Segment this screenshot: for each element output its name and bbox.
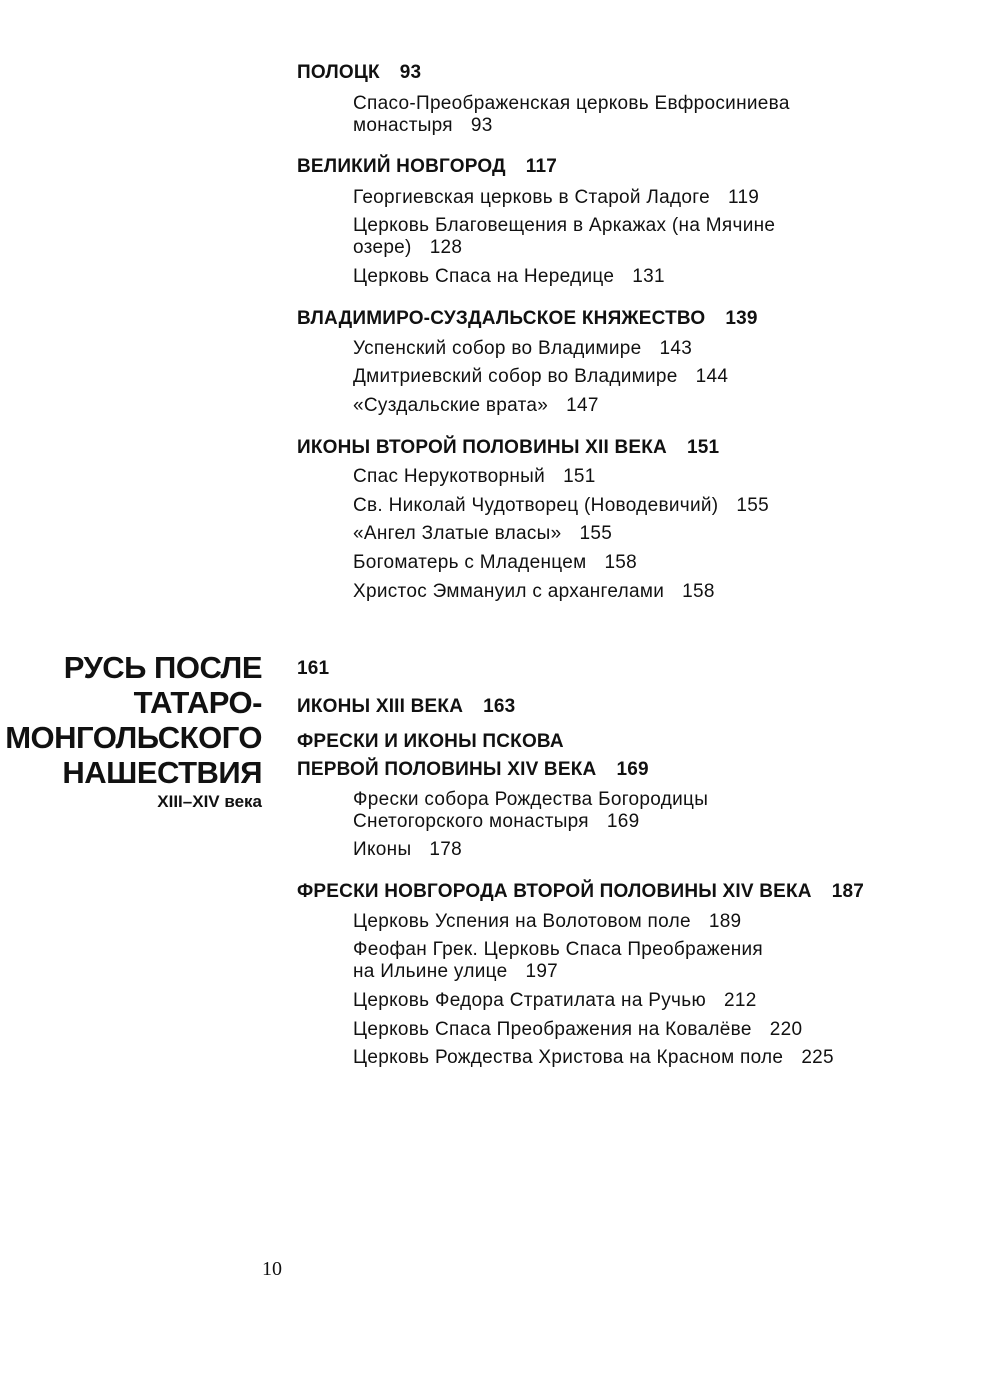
toc-entry-line: Феофан Грек. Церковь Спаса Преображения xyxy=(353,939,763,960)
page-ref: 128 xyxy=(429,237,463,258)
page-ref: 169 xyxy=(616,759,649,780)
section-heading: ФРЕСКИ НОВГОРОДА ВТОРОЙ ПОЛОВИНЫ XIV ВЕКА 187 xyxy=(297,881,865,902)
toc-entry-line: Георгиевская церковь в Старой Ладоге 119 xyxy=(353,187,760,208)
page-ref: 131 xyxy=(632,266,665,287)
page-ref: 189 xyxy=(708,911,742,932)
toc-entry-line: Спас Нерукотворный 151 xyxy=(353,466,596,487)
toc-entry-line: Успенский собор во Владимире 143 xyxy=(353,338,693,359)
toc-entry-line: Церковь Спаса на Нередице 131 xyxy=(353,266,665,287)
toc-entry-line: Церковь Спаса Преображения на Ковалёве 220 xyxy=(353,1019,803,1040)
section-heading: ИКОНЫ XIII ВЕКА 163 xyxy=(297,696,516,717)
page-number: 10 xyxy=(262,1258,282,1280)
part-subtitle: XIII–XIV века xyxy=(157,792,262,811)
section-heading: ВЕЛИКИЙ НОВГОРОД 117 xyxy=(297,156,558,177)
page-ref: 163 xyxy=(483,696,516,717)
page-ref: 93 xyxy=(399,62,422,83)
page-ref: 187 xyxy=(831,881,865,902)
page-ref: 139 xyxy=(725,308,758,329)
part-heading xyxy=(0,650,262,812)
toc-entry-line: Церковь Благовещения в Аркажах (на Мячине xyxy=(353,215,776,236)
part-title-line: НАШЕСТВИЯ xyxy=(62,755,262,790)
toc-entry-line: Христос Эммануил с архангелами 158 xyxy=(353,581,715,602)
section-heading: ФРЕСКИ И ИКОНЫ ПСКОВА xyxy=(297,731,564,752)
page-ref: 144 xyxy=(695,366,729,387)
toc-entry-line: Богоматерь с Младенцем 158 xyxy=(353,552,638,573)
page-ref: 151 xyxy=(686,437,720,458)
page-ref: 155 xyxy=(579,523,613,544)
part-page-ref: 161 xyxy=(297,658,330,679)
section-heading: ПОЛОЦК 93 xyxy=(297,62,422,83)
part-title-line: РУСЬ ПОСЛЕ xyxy=(63,650,262,685)
page-ref: 158 xyxy=(682,581,715,602)
toc-entry-line: Церковь Успения на Волотовом поле 189 xyxy=(353,911,742,932)
toc-entry-line: Снетогорского монастыря 169 xyxy=(353,811,640,832)
toc-entry-line: Св. Николай Чудотворец (Новодевичий) 155 xyxy=(353,495,770,516)
page-ref: 151 xyxy=(563,466,596,487)
toc-entry-line: Иконы 178 xyxy=(353,839,463,860)
page-ref: 197 xyxy=(525,961,559,982)
toc-entry-line: Дмитриевский собор во Владимире 144 xyxy=(353,366,729,387)
section-heading: ПЕРВОЙ ПОЛОВИНЫ XIV ВЕКА 169 xyxy=(297,759,649,780)
page-ref: 143 xyxy=(659,338,693,359)
toc-entry-line: на Ильине улице 197 xyxy=(353,961,559,982)
page-ref: 155 xyxy=(736,495,770,516)
page-ref: 147 xyxy=(566,395,599,416)
page-ref: 169 xyxy=(606,811,640,832)
page-ref: 225 xyxy=(801,1047,834,1068)
toc-entry-line: монастыря 93 xyxy=(353,115,493,136)
page-ref: 212 xyxy=(724,990,757,1011)
section-heading: ВЛАДИМИРО-СУЗДАЛЬСКОЕ КНЯЖЕСТВО 139 xyxy=(297,308,758,329)
toc-entry-line: Фрески собора Рождества Богородицы xyxy=(353,789,709,810)
toc-entry-line: озере) 128 xyxy=(353,237,463,258)
page-ref: 119 xyxy=(727,187,760,208)
page-ref: 158 xyxy=(604,552,638,573)
toc-entry-line: Церковь Федора Стратилата на Ручью 212 xyxy=(353,990,757,1011)
section-heading: ИКОНЫ ВТОРОЙ ПОЛОВИНЫ XII ВЕКА 151 xyxy=(297,437,720,458)
toc-entry-line: «Ангел Златые власы» 155 xyxy=(353,523,613,544)
part-title-line: МОНГОЛЬСКОГО xyxy=(5,720,262,755)
toc-entry-line: Церковь Рождества Христова на Красном поле 225 xyxy=(353,1047,834,1068)
page-ref: 117 xyxy=(525,156,558,177)
page-ref: 93 xyxy=(470,115,493,136)
toc-entry-line: «Суздальские врата» 147 xyxy=(353,395,599,416)
part-title-line: ТАТАРО- xyxy=(133,685,262,720)
page-ref: 178 xyxy=(429,839,463,860)
toc-entry-line: Спасо-Преображенская церковь Евфросиниева xyxy=(353,93,790,114)
page-ref: 220 xyxy=(769,1019,803,1040)
